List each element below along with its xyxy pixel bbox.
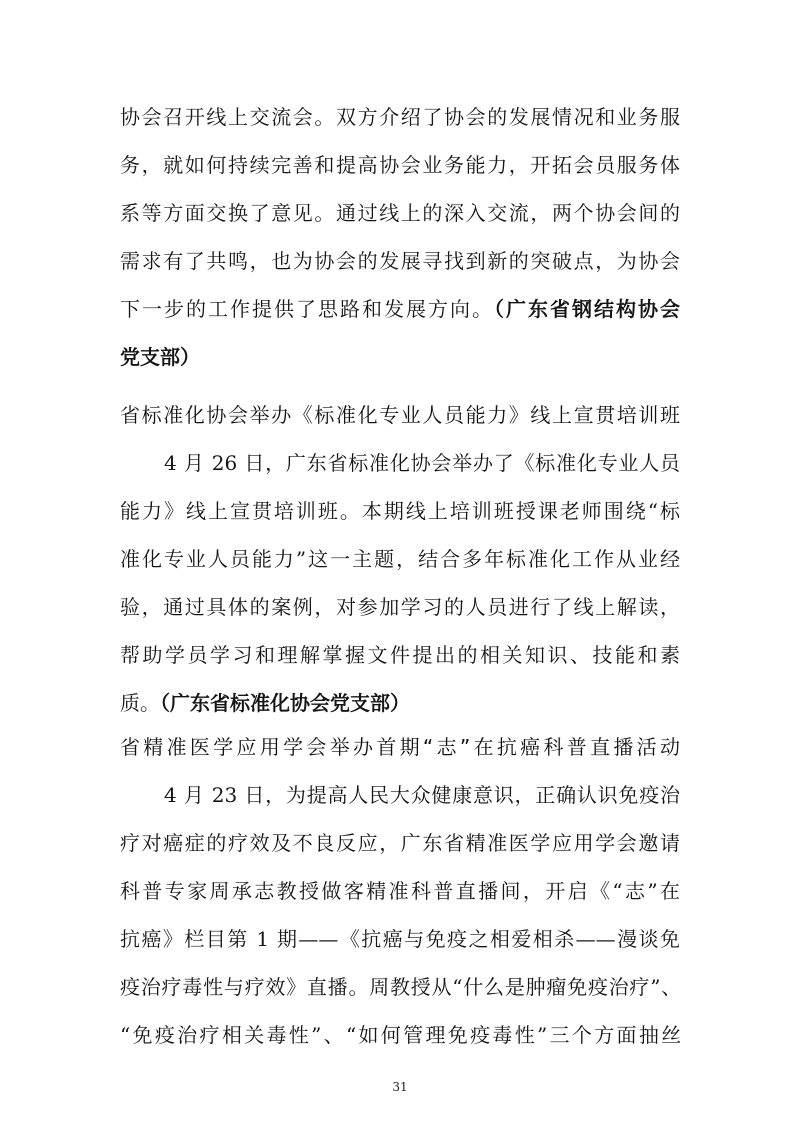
line-text: 质。 [120,691,160,715]
line-text: 抗癌》栏目第 1 期——《抗癌与免疫之相爱相杀——漫谈免 [120,927,680,951]
paragraph-line [120,487,680,535]
paragraph-line [120,237,680,285]
paragraph-line [120,93,680,141]
line-text: 疫治疗毒性与疗效》直播。周教授从“什么是肿瘤免疫治疗”、 [120,975,680,999]
paragraph-line [120,189,680,237]
line-text: 准化专业人员能力”这一主题，结合多年标准化工作从业经 [120,547,680,571]
line-text: 下一步的工作提供了思路和发展方向。 [120,297,494,321]
line-text: 科普专家周承志教授做客精准科普直播间，开启《“志”在 [120,879,680,903]
line-text: 疗对癌症的疗效及不良反应，广东省精准医学应用学会邀请 [120,831,680,855]
source-attribution: （广东省钢结构协会 [494,297,680,321]
paragraph-line [120,333,680,381]
line-text: 验，通过具体的案例，对参加学习的人员进行了线上解读， [120,595,680,619]
paragraph-line [120,679,680,727]
paragraph-line [120,141,680,189]
paragraph-line [120,915,680,963]
line-text: 务，就如何持续完善和提高协会业务能力，开拓会员服务体 [120,153,680,177]
page-number: 31 [392,1080,408,1094]
line-text: 需求有了共鸣，也为协会的发展寻找到新的突破点，为协会 [120,249,680,273]
intro-paragraph [120,93,680,381]
paragraph-line [120,631,680,679]
line-text: 协会召开线上交流会。双方介绍了协会的发展情况和业务服 [120,105,680,129]
article-standardization [120,391,680,727]
line-text: “免疫治疗相关毒性”、“如何管理免疫毒性”三个方面抽丝 [120,1023,680,1047]
article-heading: 省标准化协会举办《标准化专业人员能力》线上宣贯培训班 [120,403,680,427]
paragraph-line [120,1011,680,1059]
line-text: 4 月 23 日，为提高人民大众健康意识，正确认识免疫治 [164,783,680,807]
line-text: 能力》线上宣贯培训班。本期线上培训班授课老师围绕“标 [120,499,680,523]
paragraph-line [120,963,680,1011]
paragraph-line [120,819,680,867]
article-precision-medicine [120,723,680,1059]
line-text: 帮助学员学习和理解掌握文件提出的相关知识、技能和素 [120,643,680,667]
paragraph-line [120,867,680,915]
paragraph-line [120,439,680,487]
paragraph-line [120,771,680,819]
source-attribution: （广东省标准化协会党支部） [160,691,410,715]
paragraph-line [120,285,680,333]
line-text: 系等方面交换了意见。通过线上的深入交流，两个协会间的 [120,201,680,225]
line-text: 4 月 26 日，广东省标准化协会举办了《标准化专业人员 [164,451,680,475]
source-attribution: 党支部） [120,345,200,369]
article-heading: 省精准医学应用学会举办首期“志”在抗癌科普直播活动 [120,735,680,759]
paragraph-line [120,583,680,631]
paragraph-line [120,535,680,583]
